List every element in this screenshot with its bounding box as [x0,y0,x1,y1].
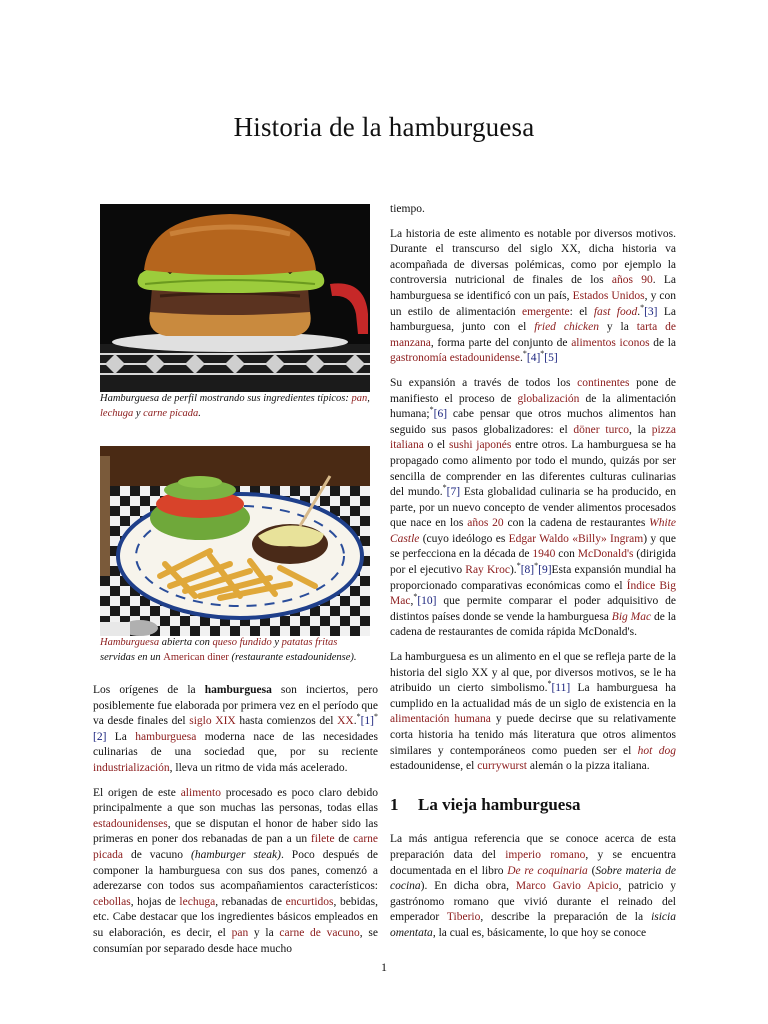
link-carne-de-vacuno[interactable]: carne de vacuno [279,926,360,939]
link-imperio-romano[interactable]: imperio romano [505,848,586,861]
link-alimentacion-humana[interactable]: alimentación humana [390,713,491,726]
link-american-diner[interactable]: American diner [163,651,229,663]
link-indice-big-mac[interactable]: Índice Big Mac [390,579,676,608]
link-marco-gavio-apicio[interactable]: Marco Gavio Apicio [515,880,619,893]
section-title: La vieja hamburguesa [418,794,581,814]
right-column [390,202,676,951]
section-number: 1 [390,794,399,814]
link-queso-fundido[interactable]: queso fundido [212,637,272,648]
figure-caption: Hamburguesa de perfil mostrando sus ingredientes típicos: pan, lechuga y carne picada. [100,393,370,419]
link-fried-chicken[interactable]: fried chicken [534,321,599,334]
link-cebollas[interactable]: cebollas [93,895,131,908]
link-alimento[interactable]: alimento [180,786,221,799]
link-doner-turco[interactable]: döner turco [573,423,630,436]
burger-plate-photo-icon [100,446,370,636]
paragraph: Los orígenes de la hamburguesa son inciertos, pero posiblemente fue elaborada por primera vez en el período que va desde finales del siglo XIX hasta comienzos del XX.*[1]*[2] La hamburguesa moderna nace de las necesidades culinarias de una sociedad que, por su reciente industrialización, lleva un ritmo de vida más acelerado. [93,684,378,774]
link-hamburguesa-moderna[interactable]: hamburguesa [135,730,197,743]
figure-burger-profile [100,204,370,421]
paragraph: El origen de este alimento procesado es poco claro debido principalmente a que son muchas las personas, todas ellas estadounidenses, que se disputan el honor de haber sido las primeras en poner dos rebanadas de pan a un filete de carne picada de vacuno (hamburger steak). Poco después de componer la hamburguesa con sus dos panes, comenzó a aderezarse con todos sus acompañamientos característicos: cebollas, hojas de lechuga, rebanadas de encurtidos, bebidas, etc. Cabe destacar que los ingredientes básicos empleados en su elaboración, es decir, el pan y la carne de vacuno, se consumían por separado desde hace mucho [93,786,379,955]
link-white-castle[interactable]: White Castle [390,517,676,545]
link-siglo-xix[interactable]: siglo XIX [189,715,236,728]
link-mcdonalds[interactable]: McDonald's [577,548,634,561]
link-anos-20[interactable]: años 20 [467,517,504,530]
link-tiberio[interactable]: Tiberio [446,911,481,924]
link-continentes[interactable]: continentes [577,376,630,389]
ref-11[interactable]: [11] [551,682,571,695]
link-anos-90[interactable]: años 90 [611,274,653,287]
ref-3[interactable]: [3] [644,305,658,318]
figure-caption: Hamburguesa abierta con queso fundido y patatas fritas servidas en un American diner (restaurante estadounidense). [100,637,357,663]
link-sushi-japones[interactable]: sushi japonés [448,439,512,452]
ref-9[interactable]: [9] [538,564,552,577]
link-estadounidenses[interactable]: estadounidenses [93,817,168,830]
page-number: 1 [381,960,387,974]
link-estados-unidos[interactable]: Estados Unidos [572,289,645,302]
link-hamburguesa[interactable]: Hamburguesa [100,637,160,648]
link-pan[interactable]: pan [351,393,368,404]
ref-2[interactable]: [2] [93,730,107,743]
paragraph: La historia de este alimento es notable por diversos motivos. Durante el transcurso del siglo XX, dicha historia va acompañada de diversas polémicas, como por ejemplo la controversia nutricional de finales de los años 90. La hamburguesa se identificó con un país, Estados Unidos, y con un estilo de alimentación emergente: el fast food.*[3] La hamburguesa, junto con el fried chicken y la tarta de manzana, forma parte del conjunto de alimentos iconos de la gastronomía estadounidense.*[4]*[5] [390,227,677,365]
ref-1[interactable]: [1] [360,715,374,728]
left-column [93,202,378,966]
link-hot-dog[interactable]: hot dog [637,744,676,757]
link-de-re-coquinaria[interactable]: De re coquinaria [507,864,588,877]
link-xx[interactable]: XX [337,715,354,728]
figure-burger-plate [100,446,370,665]
link-alimentos-iconos[interactable]: alimentos iconos [571,336,650,349]
ref-6[interactable]: [6] [433,408,448,421]
ref-5[interactable]: [5] [544,352,558,365]
link-encurtidos[interactable]: encurtidos [285,895,334,908]
ref-4[interactable]: [4] [526,352,541,365]
link-pizza-italiana[interactable]: pizza italiana [390,423,676,452]
link-lechuga[interactable]: lechuga [100,407,134,419]
link-lechuga[interactable]: lechuga [179,895,216,908]
link-industrializacion[interactable]: industrialización [93,761,170,774]
ref-10[interactable]: [10] [417,595,437,608]
section-heading [390,794,676,814]
link-pan[interactable]: pan [231,926,249,939]
link-patatas-fritas[interactable]: patatas fritas [281,637,338,648]
link-globalizacion[interactable]: globalización [517,392,580,405]
paragraph: Su expansión a través de todos los continentes pone de manifiesto el proceso de globalización de la alimentación humana;*[6] cabe pensar que otros muchos alimentos han seguido sus pasos globalizadores: el döner turco, la pizza italiana o el sushi japonés entre otros. La hamburguesa se ha propagado como alimento por todo el mundo, quizás por ser sencilla de comprender en las diferentes culturas culinarias del mundo.*[7] Esta globalidad culinaria se ha producido, en parte, por un nuevo concepto de vender alimentos procesados que nace en los años 20 con la cadena de restaurantes White Castle (cuyo ideólogo es Edgar Waldo «Billy» Ingram) y que se perfecciona en la década de 1940 con McDonald's (dirigida por el ejecutivo Ray Kroc).*[8]*[9]Esta expansión mundial ha proporcionado comparativas económicas como el Índice Big Mac,*[10] que permite comparar el poder adquisitivo de distintos países donde se vende la hamburguesa Big Mac de la cadena de restaurantes de comida rápida McDonald's. [390,376,677,639]
link-currywurst[interactable]: currywurst [477,760,528,773]
link-big-mac[interactable]: Big Mac [611,610,652,623]
page-title: Historia de la hamburguesa [233,112,535,142]
link-1940[interactable]: 1940 [532,548,556,561]
link-carne-picada[interactable]: carne picada [143,407,199,419]
link-carne-picada[interactable]: carne picada [93,833,379,861]
link-fast-food[interactable]: fast food [593,305,638,318]
link-gastronomia-estadounidense[interactable]: gastronomía estadounidense [390,352,520,365]
paragraph: tiempo. [390,203,425,215]
paragraph: La más antigua referencia que se conoce acerca de esta preparación data del imperio romano, y se encuentra documentada en el libro De re coquinaria (Sobre materia de cocina). En dicha obra, Marco Gavio Apicio, patricio y gastrónomo romano que vivió durante el reinado del emperador Tiberio, describe la preparación de la isicia omentata, la cual es, básicamente, lo que hoy se conoce [390,833,677,939]
paragraph: La hamburguesa es un alimento en el que se refleja parte de la historia del siglo XX y al que, por diversos motivos, se le ha atribuido un cierto simbolismo.*[11] La hamburguesa ha cumplido en la actualidad más de un siglo de existencia en la alimentación humana y puede decirse que su relativamente corta historia ha tenido más literatura que otros alimentos similares y contemporáneos como pueden ser el hot dog estadounidense, el currywurst alemán o la pizza italiana. [390,651,677,773]
link-filete[interactable]: filete [310,833,335,846]
link-emergente[interactable]: emergente [521,305,570,318]
link-edgar-waldo-ingram[interactable]: Edgar Waldo «Billy» Ingram [508,532,644,545]
burger-photo-icon [100,204,370,392]
ref-8[interactable]: [8] [520,564,535,577]
ref-7[interactable]: [7] [446,486,461,499]
link-tarta-de-manzana[interactable]: tarta de manzana [390,321,676,349]
link-ray-kroc[interactable]: Ray Kroc [465,564,510,577]
